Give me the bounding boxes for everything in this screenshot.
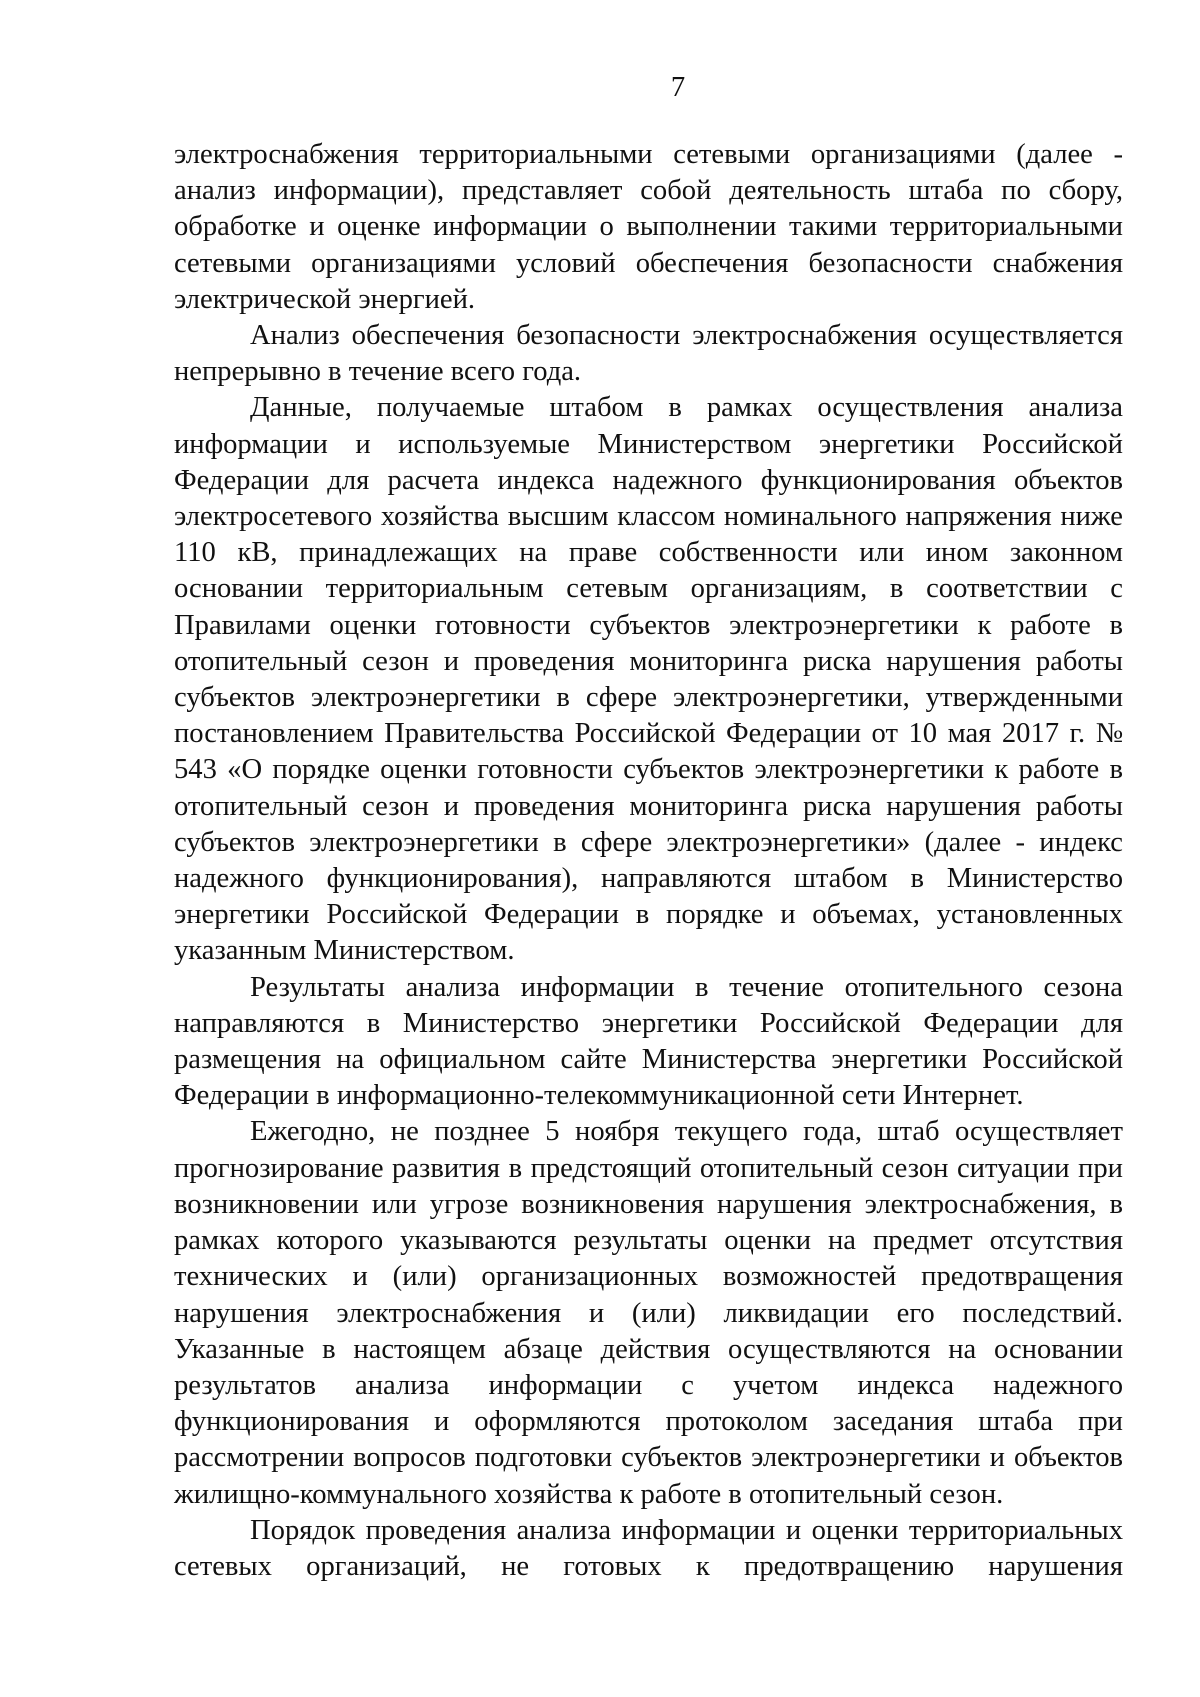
paragraph-procedure: Порядок проведения анализа информации и оценки территориальных сетевых организаций, не готовых к предотвращению нарушения (174, 1514, 1123, 1582)
paragraph-analysis-results: Результаты анализа информации в течение отопительного сезона направляются в Министерство энергетики Российской Федерации для размещения на официальном сайте Министерства энергетики Российской Федерации в информационно-телекоммуникационной сети Интернет. (174, 971, 1123, 1112)
paragraph-continuation: электроснабжения территориальными сетевыми организациями (далее - анализ информации), представляет собой деятельность штаба по сбору, обработке и оценке информации о выполнении такими территориальными сетевыми организациями условий обеспечения безопасности снабжения электрической энергией. (174, 139, 1123, 315)
document-body (174, 137, 1123, 1585)
paragraph-reliability-index: Данные, получаемые штабом в рамках осуществления анализа информации и используемые Министерством энергетики Российской Федерации для расчета индекса надежного функционирования объектов электросетевого хозяйства высшим классом номинального напряжения ниже 110 кВ, принадлежащих на праве собственности или ином законном основании территориальным сетевым организациям, в соответствии с Правилами оценки готовности субъектов электроэнергетики к работе в отопительный сезон и проведения мониторинга риска нарушения работы субъектов электроэнергетики в сфере электроэнергетики, утвержденными постановлением Правительства Российской Федерации от 10 мая 2017 г. № 543 «О порядке оценки готовности субъектов электроэнергетики к работе в отопительный сезон и проведения мониторинга риска нарушения работы субъектов электроэнергетики в сфере электроэнергетики» (далее - индекс надежного функционирования), направляются штабом в Министерство энергетики Российской Федерации в порядке и объемах, установленных указанным Министерством. (174, 392, 1123, 967)
paragraph-continuous-analysis: Анализ обеспечения безопасности электроснабжения осуществляется непрерывно в течение всего года. (174, 320, 1123, 388)
page-number: 7 (670, 72, 686, 103)
paragraph-annual-forecast: Ежегодно, не позднее 5 ноября текущего года, штаб осуществляет прогнозирование развития в предстоящий отопительный сезон ситуации при возникновении или угрозе возникновения нарушения электроснабжения, в рамках которого указываются результаты оценки на предмет отсутствия технических и (или) организационных возможностей предотвращения нарушения электроснабжения и (или) ликвидации его последствий. Указанные в настоящем абзаце действия осуществляются на основании результатов анализа информации с учетом индекса надежного функционирования и оформляются протоколом заседания штаба при рассмотрении вопросов подготовки субъектов электроэнергетики и объектов жилищно-коммунального хозяйства к работе в отопительный сезон. (174, 1116, 1123, 1510)
